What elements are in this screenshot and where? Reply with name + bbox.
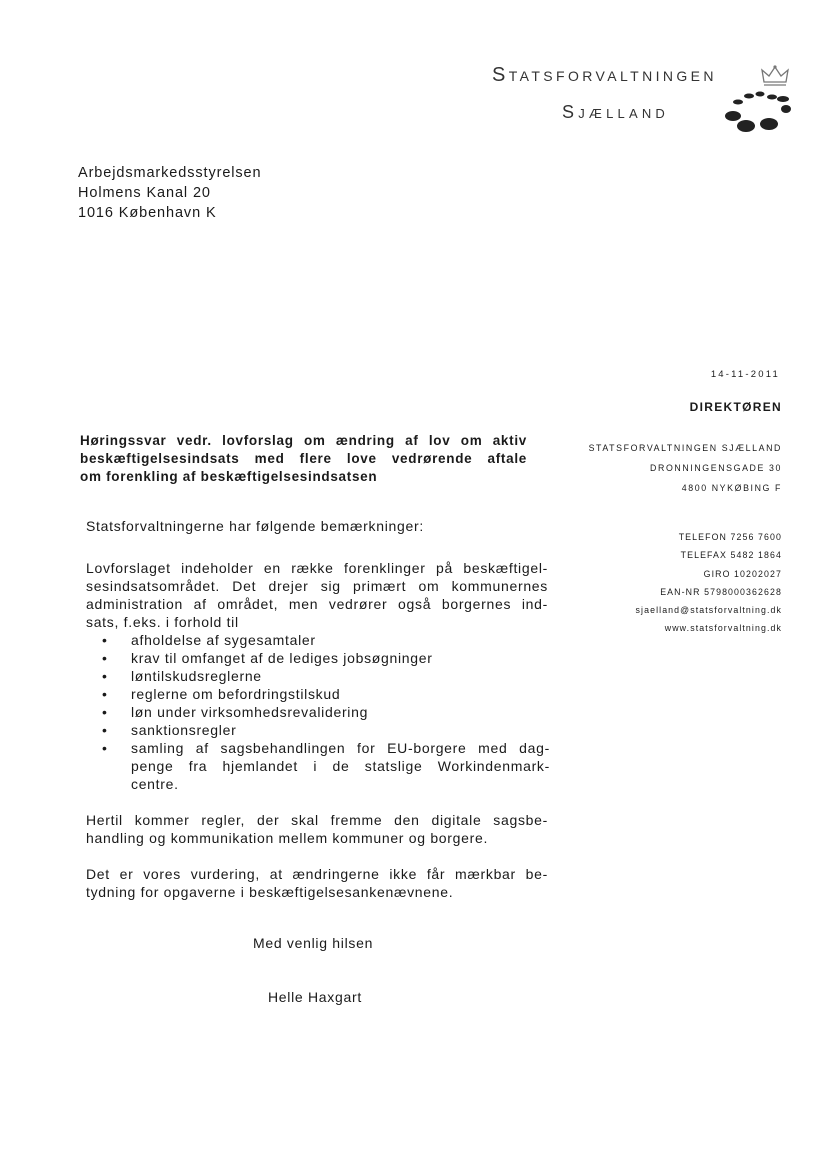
intro-line: Statsforvaltningerne har følgende bemærkninger: bbox=[86, 518, 424, 534]
list-item-text: centre. bbox=[131, 776, 179, 792]
paragraph-line: handling og kommunikation mellem kommuner og borgere. bbox=[86, 830, 489, 846]
paragraph-line: tydning for opgaverne i beskæftigelsesankenævnene. bbox=[86, 884, 454, 900]
bullet-icon: • bbox=[102, 740, 108, 756]
list-item-text: reglerne om befordringstilskud bbox=[131, 686, 341, 702]
sender-address bbox=[589, 438, 782, 498]
paragraph-line: Lovforslaget indeholder en række forenklinger på beskæftigel- bbox=[86, 560, 548, 576]
sender-address-line: DRONNINGENSGADE 30 bbox=[650, 463, 782, 473]
sender-role: DIREKTØREN bbox=[689, 400, 782, 414]
list-item-text: penge fra hjemlandet i de statslige Workindenmark- bbox=[131, 758, 550, 774]
website-link[interactable]: www.statsforvaltning.dk bbox=[664, 623, 782, 634]
subject-line: Høringssvar vedr. lovforslag om ændring af lov om aktiv bbox=[80, 433, 527, 448]
crown-icon bbox=[760, 64, 790, 88]
letter-subject bbox=[80, 432, 527, 486]
phone: TELEFON 7256 7600 bbox=[678, 532, 782, 542]
paragraph-1 bbox=[86, 559, 548, 631]
bullet-icon: • bbox=[102, 632, 108, 648]
paragraph-line: administration af området, men vedrører også borgernes ind- bbox=[86, 596, 548, 612]
org-name-line1: Statsforvaltningen bbox=[492, 64, 717, 86]
sender-address-line: 4800 NYKØBING F bbox=[681, 483, 782, 493]
giro: GIRO 10202027 bbox=[703, 568, 782, 579]
fax: TELEFAX 5482 1864 bbox=[680, 550, 782, 561]
paragraph-line: sats, f.eks. i forhold til bbox=[86, 614, 239, 630]
org-name-line2: Sjælland bbox=[562, 102, 670, 122]
letter-date: 14-11-2011 bbox=[710, 369, 780, 380]
paragraph-3 bbox=[86, 865, 548, 901]
intro-text bbox=[86, 517, 548, 535]
bullet-icon: • bbox=[102, 650, 108, 666]
paragraph-2 bbox=[86, 811, 548, 847]
recipient-line: Holmens Kanal 20 bbox=[78, 185, 211, 201]
list-item bbox=[100, 631, 550, 649]
list-item bbox=[100, 739, 550, 793]
bullet-list bbox=[100, 631, 550, 793]
recipient-line: Arbejdsmarkedsstyrelsen bbox=[78, 165, 262, 181]
list-item bbox=[100, 667, 550, 685]
paragraph-line: Hertil kommer regler, der skal fremme den digitale sagsbe- bbox=[86, 812, 548, 828]
ean-number: EAN-NR 5798000362628 bbox=[660, 586, 782, 597]
list-item bbox=[100, 685, 550, 703]
list-item bbox=[100, 721, 550, 739]
recipient-address bbox=[78, 163, 262, 223]
contact-info bbox=[636, 528, 782, 638]
stones-logo-icon bbox=[722, 88, 792, 138]
recipient-line: 1016 København K bbox=[78, 205, 217, 221]
subject-line: beskæftigelsesindsats med flere love vedrørende aftale bbox=[80, 451, 527, 466]
bullet-icon: • bbox=[102, 668, 108, 684]
list-item-text: løntilskudsreglerne bbox=[131, 668, 262, 684]
bullet-icon: • bbox=[102, 704, 108, 720]
list-item bbox=[100, 703, 550, 721]
bullet-icon: • bbox=[102, 722, 108, 738]
paragraph-line: sesindsatsområdet. Det drejer sig primært om kommunernes bbox=[86, 578, 548, 594]
bullet-icon: • bbox=[102, 686, 108, 702]
list-item-text: sanktionsregler bbox=[131, 722, 237, 738]
list-item-text: løn under virksomhedsrevalidering bbox=[131, 704, 369, 720]
list-item-text: samling af sagsbehandlingen for EU-borgere med dag- bbox=[131, 740, 550, 756]
email-link[interactable]: sjaelland@statsforvaltning.dk bbox=[635, 605, 782, 616]
paragraph-line: Det er vores vurdering, at ændringerne ikke får mærkbar be- bbox=[86, 866, 548, 882]
list-item bbox=[100, 649, 550, 667]
subject-line: om forenkling af beskæftigelsesindsatsen bbox=[80, 469, 378, 484]
list-item-text: afholdelse af sygesamtaler bbox=[131, 632, 316, 648]
signer-name: Helle Haxgart bbox=[268, 989, 362, 1005]
list-item-text: krav til omfanget af de lediges jobsøgninger bbox=[131, 650, 433, 666]
sender-address-line: STATSFORVALTNINGEN SJÆLLAND bbox=[588, 443, 782, 453]
closing-greeting: Med venlig hilsen bbox=[253, 935, 374, 951]
